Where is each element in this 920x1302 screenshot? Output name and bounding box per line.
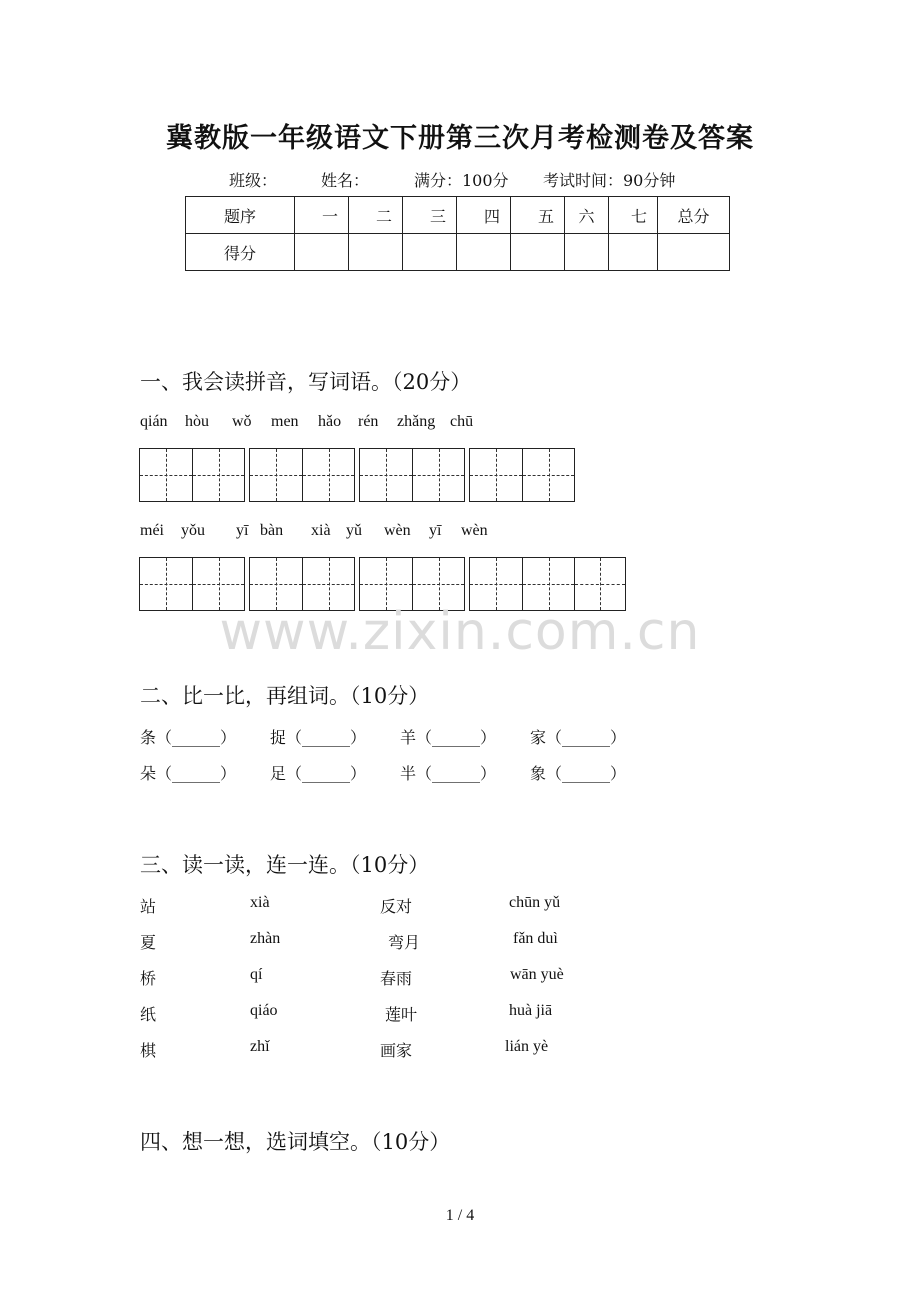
watermark: www.zixin.com.cn [219,602,701,662]
pinyin: yǒu [181,522,205,539]
pinyin: yī [236,522,249,539]
tianzige-cell[interactable] [412,449,464,501]
pinyin: yǔ [346,522,362,539]
match-word-pinyin[interactable]: huà jiā [509,1002,553,1019]
match-pinyin[interactable]: qiáo [250,1002,278,1019]
tianzige-cell[interactable] [192,449,244,501]
score-header-cell: 题序 [186,197,295,234]
pinyin: zhǎng [397,413,436,430]
score-table [185,196,730,271]
page-number: 1 / 4 [445,1207,475,1224]
pinyin: bàn [260,522,284,539]
match-char[interactable]: 棋 [140,1041,157,1060]
pinyin: wèn [384,522,411,539]
pinyin: xià [311,522,331,539]
score-header-cell: 三 [403,197,457,234]
score-cell[interactable] [565,234,609,271]
tianzige-cell[interactable] [522,449,574,501]
match-word[interactable]: 画家 [380,1041,413,1060]
match-pinyin[interactable]: zhàn [250,930,281,947]
section4-heading: 四、想一想，选词填空。（10分） [140,1130,451,1154]
compare-item: 条（______） [140,728,237,747]
pinyin: rén [358,413,379,430]
compare-item: 半（______） [400,764,497,783]
pinyin: wèn [461,522,488,539]
match-word[interactable]: 反对 [380,897,413,916]
name-label: 姓名： [321,171,370,190]
match-word[interactable]: 莲叶 [385,1005,418,1024]
tianzige-cell[interactable] [360,449,412,501]
word-box[interactable] [249,448,355,502]
match-pinyin[interactable]: xià [250,894,270,911]
score-header-cell: 四 [457,197,511,234]
compare-item: 朵（______） [140,764,237,783]
pinyin: hòu [185,413,209,430]
pinyin: yī [429,522,442,539]
compare-item: 象（______） [530,764,627,783]
score-header-cell: 六 [565,197,609,234]
score-table-header-row [186,197,730,234]
writing-grid-row1 [139,448,575,502]
score-cell[interactable] [658,234,730,271]
score-header-cell: 七 [609,197,658,234]
match-char[interactable]: 站 [140,897,157,916]
score-header-cell: 二 [349,197,403,234]
pinyin: chū [450,413,474,430]
match-char[interactable]: 桥 [140,969,157,988]
match-word-pinyin[interactable]: fǎn duì [513,930,558,947]
word-box[interactable] [359,448,465,502]
score-cell[interactable] [349,234,403,271]
pinyin: men [271,413,299,430]
tianzige-cell[interactable] [140,449,192,501]
compare-item: 足（______） [270,764,367,783]
tianzige-cell[interactable] [470,449,522,501]
pinyin: méi [140,522,164,539]
pinyin: qián [140,413,168,430]
match-pinyin[interactable]: zhǐ [250,1038,270,1055]
compare-item: 家（______） [530,728,627,747]
match-word-pinyin[interactable]: chūn yǔ [509,894,561,911]
tianzige-cell[interactable] [250,449,302,501]
score-header-cell: 总分 [658,197,730,234]
match-word[interactable]: 春雨 [380,969,413,988]
score-cell[interactable] [511,234,565,271]
score-table-score-row [186,234,730,271]
compare-item: 羊（______） [400,728,497,747]
score-cell[interactable] [609,234,658,271]
score-header-cell: 五 [511,197,565,234]
section2-heading: 二、比一比，再组词。（10分） [140,684,430,708]
match-word[interactable]: 弯月 [388,933,421,952]
pinyin: hǎo [318,413,342,430]
match-word-pinyin[interactable]: lián yè [505,1038,549,1055]
tianzige-cell[interactable] [302,449,354,501]
score-row-label: 得分 [186,234,295,271]
class-label: 班级： [229,171,278,190]
score-cell[interactable] [295,234,349,271]
pinyin: wǒ [232,413,252,430]
score-cell[interactable] [403,234,457,271]
match-word-pinyin[interactable]: wān yuè [510,966,564,983]
exam-time-label: 考试时间：90分钟 [543,171,676,190]
score-header-cell: 一 [295,197,349,234]
full-score-label: 满分：100分 [414,171,509,190]
score-cell[interactable] [457,234,511,271]
section3-heading: 三、读一读，连一连。（10分） [140,853,430,877]
match-char[interactable]: 纸 [140,1005,157,1024]
word-box[interactable] [469,448,575,502]
match-char[interactable]: 夏 [140,933,157,952]
match-pinyin[interactable]: qí [250,966,263,983]
section1-heading: 一、我会读拼音，写词语。（20分） [140,370,472,394]
word-box[interactable] [139,448,245,502]
compare-item: 捉（______） [270,728,367,747]
page-title: 冀教版一年级语文下册第三次月考检测卷及答案 [166,123,754,154]
